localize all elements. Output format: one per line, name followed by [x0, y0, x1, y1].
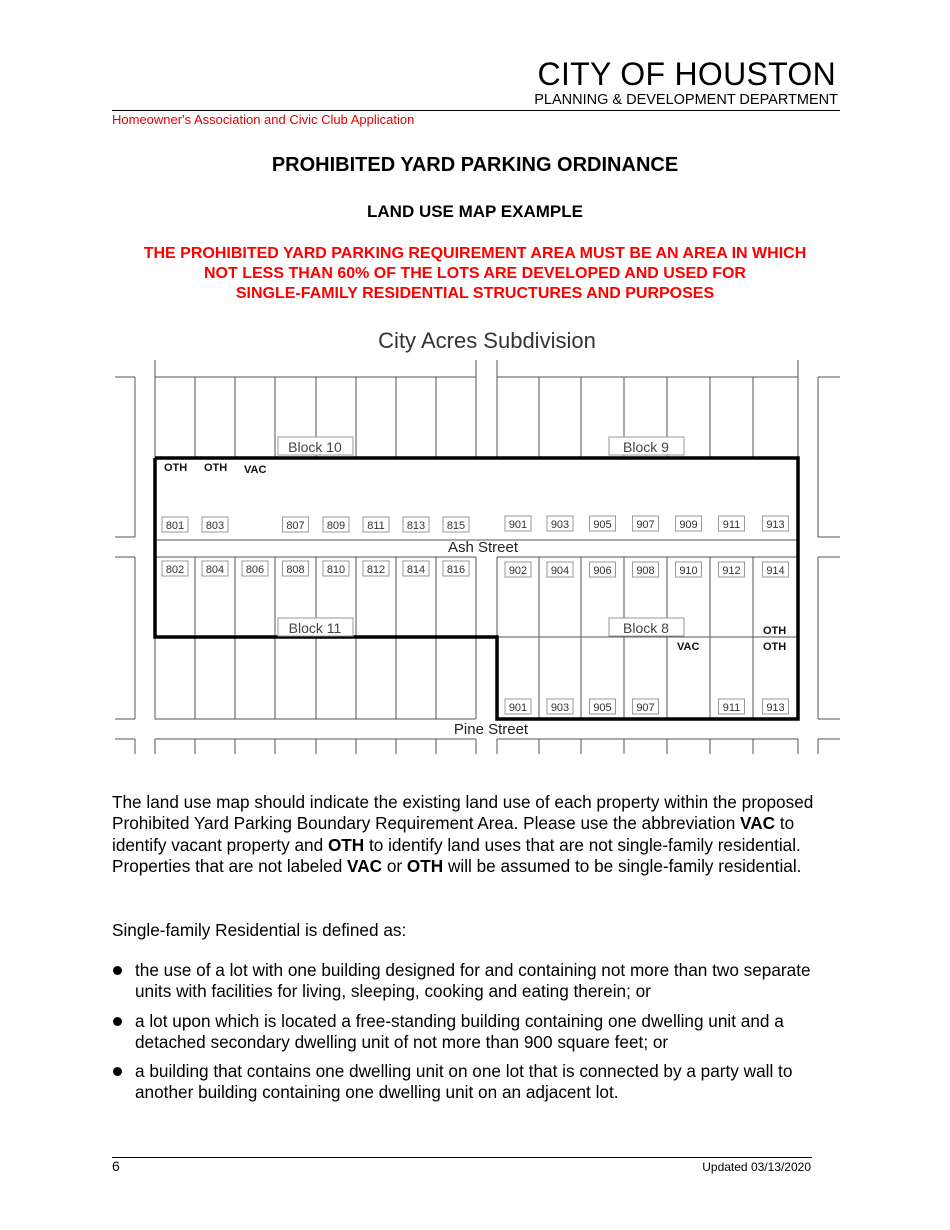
list-item: the use of a lot with one building designed for and containing not more than two separate units with facilities for living, sleeping, cooking and eating therein; or [112, 960, 847, 1003]
lot-number: 815 [446, 520, 466, 532]
lot-number: 903 [550, 702, 570, 714]
lot-number: 804 [205, 564, 225, 576]
lot-number: 902 [508, 565, 528, 577]
lot-number: 901 [508, 519, 528, 531]
land-use-label: OTH [763, 641, 787, 653]
updated-date: Updated 03/13/2020 [702, 1160, 811, 1174]
lot-number: 802 [165, 564, 185, 576]
body-paragraph: The land use map should indicate the existing land use of each property within the proposed Prohibited Yard Parking Boundary Requirement Area. Please use the abbreviation VAC to identify vacant property and OTH to identify land uses that are not single-family residential. Properties that are not labeled VAC or OTH will be assumed to be single-family residential. [112, 792, 814, 876]
lot-number: 907 [636, 702, 655, 714]
page-number: 6 [112, 1158, 120, 1174]
lot-number: 816 [446, 564, 466, 576]
block-labels [278, 437, 684, 636]
lot-number: 801 [165, 520, 185, 532]
lot-number: 908 [636, 565, 655, 577]
lot-number: 910 [679, 565, 698, 577]
block-label-9: Block 9 [623, 439, 669, 455]
lot-number: 914 [766, 565, 785, 577]
footer-rule [112, 1157, 812, 1158]
requirement-line: SINGLE-FAMILY RESIDENTIAL STRUCTURES AND PURPOSES [235, 285, 715, 302]
definition-list [112, 960, 847, 1112]
lot-number: 907 [636, 519, 655, 531]
ash-street-label: Ash Street [447, 539, 519, 556]
lot-number: 811 [367, 520, 385, 532]
lot-number: 814 [406, 564, 426, 576]
requirement-line: THE PROHIBITED YARD PARKING REQUIREMENT AREA MUST BE AN AREA IN WHICH [143, 245, 807, 262]
lot-number: 903 [550, 519, 570, 531]
lot-number: 909 [679, 519, 698, 531]
pine-street-label: Pine Street [453, 721, 529, 738]
header-department: PLANNING & DEVELOPMENT DEPARTMENT [534, 92, 838, 108]
list-item: a building that contains one dwelling unit on one lot that is connected by a party wall to another building containing one dwelling unit on an adjacent lot. [112, 1061, 847, 1104]
lot-number: 905 [593, 519, 612, 531]
page-subtitle: LAND USE MAP EXAMPLE [367, 202, 583, 221]
lot-number: 913 [766, 702, 785, 714]
land-use-label: OTH [164, 462, 188, 474]
lot-number: 812 [366, 564, 386, 576]
land-use-label: VAC [244, 464, 267, 476]
lot-number: 911 [722, 519, 741, 531]
map-grid [115, 360, 840, 754]
header-rule [112, 110, 840, 111]
block-label-8: Block 8 [623, 620, 669, 636]
land-use-label: OTH [763, 625, 787, 637]
list-item: a lot upon which is located a free-standing building containing one dwelling unit and a detached secondary dwelling unit of not more than 900 square feet; or [112, 1011, 847, 1054]
lot-number: 906 [593, 565, 612, 577]
block-label-11: Block 11 [288, 620, 342, 636]
bullet-icon [113, 966, 122, 975]
bullet-icon [113, 1067, 122, 1076]
page-title: PROHIBITED YARD PARKING ORDINANCE [271, 154, 679, 176]
requirement-line: NOT LESS THAN 60% OF THE LOTS ARE DEVELOPED AND USED FOR [204, 265, 746, 282]
bullet-icon [113, 1017, 122, 1026]
land-use-label: VAC [677, 641, 700, 653]
lot-number: 813 [406, 520, 426, 532]
definition-heading: Single-family Residential is defined as: [112, 920, 407, 940]
land-use-label: OTH [204, 462, 228, 474]
lot-number: 810 [326, 564, 346, 576]
lot-number: 905 [593, 702, 612, 714]
lot-number: 803 [205, 520, 225, 532]
lot-number: 806 [245, 564, 265, 576]
lot-number: 807 [286, 520, 305, 532]
lot-number: 808 [286, 564, 305, 576]
lot-number: 809 [326, 520, 346, 532]
lot-number: 913 [766, 519, 785, 531]
map-title: City Acres Subdivision [378, 328, 596, 353]
lot-number: 911 [722, 702, 741, 714]
lot-number: 901 [508, 702, 528, 714]
lot-number: 904 [550, 565, 570, 577]
land-use-map [110, 322, 845, 757]
application-name: Homeowner's Association and Civic Club Application [112, 112, 415, 127]
lot-number: 912 [722, 565, 741, 577]
header-city: CITY OF HOUSTON [537, 56, 836, 92]
block-label-10: Block 10 [288, 439, 342, 455]
requirement-notice [0, 244, 950, 304]
